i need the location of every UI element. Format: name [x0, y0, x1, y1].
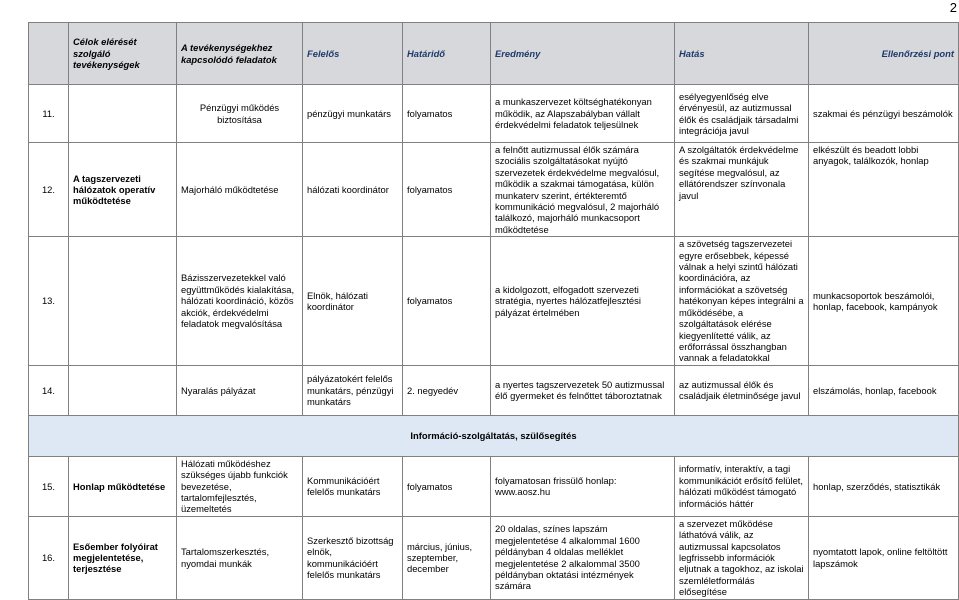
section-title: Információ-szolgáltatás, szülősegítés [29, 415, 959, 456]
row-impact: a szervezet működése láthatóvá válik, az autizmussal kapcsolatos legfrissebb információk eljutnak a tagokhoz, az iskolai szemléletformálás elősegítése [675, 516, 809, 599]
table-row [29, 237, 959, 365]
row-number: 14. [29, 365, 69, 415]
row-control: elkészült és beadott lobbi anyagok, találkozók, honlap [809, 143, 959, 237]
row-number: 16. [29, 516, 69, 599]
row-goal: A tagszervezeti hálózatok operatív működtetése [69, 143, 177, 237]
row-responsible: Kommunikációért felelős munkatárs [303, 456, 403, 516]
action-plan-table [28, 22, 959, 600]
table-row [29, 365, 959, 415]
header-row [29, 23, 959, 85]
row-result: folyamatosan frissülő honlap: www.aosz.hu [491, 456, 675, 516]
row-deadline: március, június, szeptember, december [403, 516, 491, 599]
row-result: 20 oldalas, színes lapszám megjelentetése 4 alkalommal 1600 példányban 4 oldalas melléklet megjelentetése 2 alkalommal 3500 példányban oktatási intézmények számára [491, 516, 675, 599]
row-goal [69, 365, 177, 415]
table-row [29, 456, 959, 516]
row-task: Bázisszervezetekkel való együttműködés kialakítása, hálózati koordináció, közös akciók, érdekvédelmi feladatok megvalósítása [177, 237, 303, 365]
row-impact: esélyegyenlőség elve érvényesül, az autizmussal élők és családjaik társadalmi integrációja javul [675, 85, 809, 143]
row-control: honlap, szerződés, statisztikák [809, 456, 959, 516]
table-row [29, 143, 959, 237]
row-result: a munkaszervezet költséghatékonyan működik, az Alapszabályban vállalt érdekvédelmi feladatok teljesülnek [491, 85, 675, 143]
row-deadline: folyamatos [403, 456, 491, 516]
header-result: Eredmény [491, 23, 675, 85]
table-row [29, 516, 959, 599]
row-result: a nyertes tagszervezetek 50 autizmussal élő gyermeket és felnőttet táboroztatnak [491, 365, 675, 415]
row-control: elszámolás, honlap, facebook [809, 365, 959, 415]
row-number: 12. [29, 143, 69, 237]
page-number: 2 [949, 0, 957, 15]
row-control: nyomtatott lapok, online feltöltött lapszámok [809, 516, 959, 599]
row-responsible: hálózati koordinátor [303, 143, 403, 237]
row-responsible: pályázatokért felelős munkatárs, pénzügyi munkatárs [303, 365, 403, 415]
row-result: a felnőtt autizmussal élők számára szociális szolgáltatásokat nyújtó szervezetek érdekvédelme megvalósul, működik a szakmai támogatása, külön munkaterv szerint, értékteremtő kommunikáció megvalósul, 2 majorháló találkozó, majorháló munkacsoport működtetése [491, 143, 675, 237]
row-impact: a szövetség tagszervezetei egyre erősebbek, képessé válnak a helyi szintű hálózati koordinációra, az információkat a szövetség hatékonyan képes integrálni a működésébe, a szolgáltatások elérése kiegyenlítetté válik, az erőforrással összhangban vannak a feladatokkal [675, 237, 809, 365]
row-task: Majorháló működtetése [177, 143, 303, 237]
row-responsible: Elnök, hálózati koordinátor [303, 237, 403, 365]
row-goal [69, 85, 177, 143]
row-impact: az autizmussal élők és családjaik életminősége javul [675, 365, 809, 415]
header-goal: Célok elérését szolgáló tevékenységek [69, 23, 177, 85]
row-control: munkacsoportok beszámolói, honlap, facebook, kampányok [809, 237, 959, 365]
header-impact: Hatás [675, 23, 809, 85]
row-goal [69, 237, 177, 365]
row-result: a kidolgozott, elfogadott szervezeti stratégia, nyertes hálózatfejlesztési pályázat értelmében [491, 237, 675, 365]
row-deadline: folyamatos [403, 85, 491, 143]
row-impact: A szolgáltatók érdekvédelme és szakmai munkájuk segítése megvalósul, az ellátórendszer színvonala javul [675, 143, 809, 237]
row-goal: Honlap működtetése [69, 456, 177, 516]
table-row [29, 85, 959, 143]
row-number: 15. [29, 456, 69, 516]
row-responsible: Szerkesztő bizottság elnök, kommunikációért felelős munkatárs [303, 516, 403, 599]
row-deadline: folyamatos [403, 237, 491, 365]
header-responsible: Felelős [303, 23, 403, 85]
row-task: Tartalomszerkesztés, nyomdai munkák [177, 516, 303, 599]
row-task: Pénzügyi működés biztosítása [177, 85, 303, 143]
section-row [29, 415, 959, 456]
row-number: 13. [29, 237, 69, 365]
header-control: Ellenőrzési pont [809, 23, 959, 85]
row-goal: Esőember folyóirat megjelentetése, terjesztése [69, 516, 177, 599]
row-task: Nyaralás pályázat [177, 365, 303, 415]
row-number: 11. [29, 85, 69, 143]
row-responsible: pénzügyi munkatárs [303, 85, 403, 143]
row-deadline: folyamatos [403, 143, 491, 237]
row-task: Hálózati működéshez szükséges újabb funkciók bevezetése, tartalomfejlesztés, üzemeltetés [177, 456, 303, 516]
header-task: A tevékenységekhez kapcsolódó feladatok [177, 23, 303, 85]
header-deadline: Határidő [403, 23, 491, 85]
row-deadline: 2. negyedév [403, 365, 491, 415]
row-impact: informatív, interaktív, a tagi kommunikációt erősítő felület, hálózati működést támogató információs háttér [675, 456, 809, 516]
row-control: szakmai és pénzügyi beszámolók [809, 85, 959, 143]
